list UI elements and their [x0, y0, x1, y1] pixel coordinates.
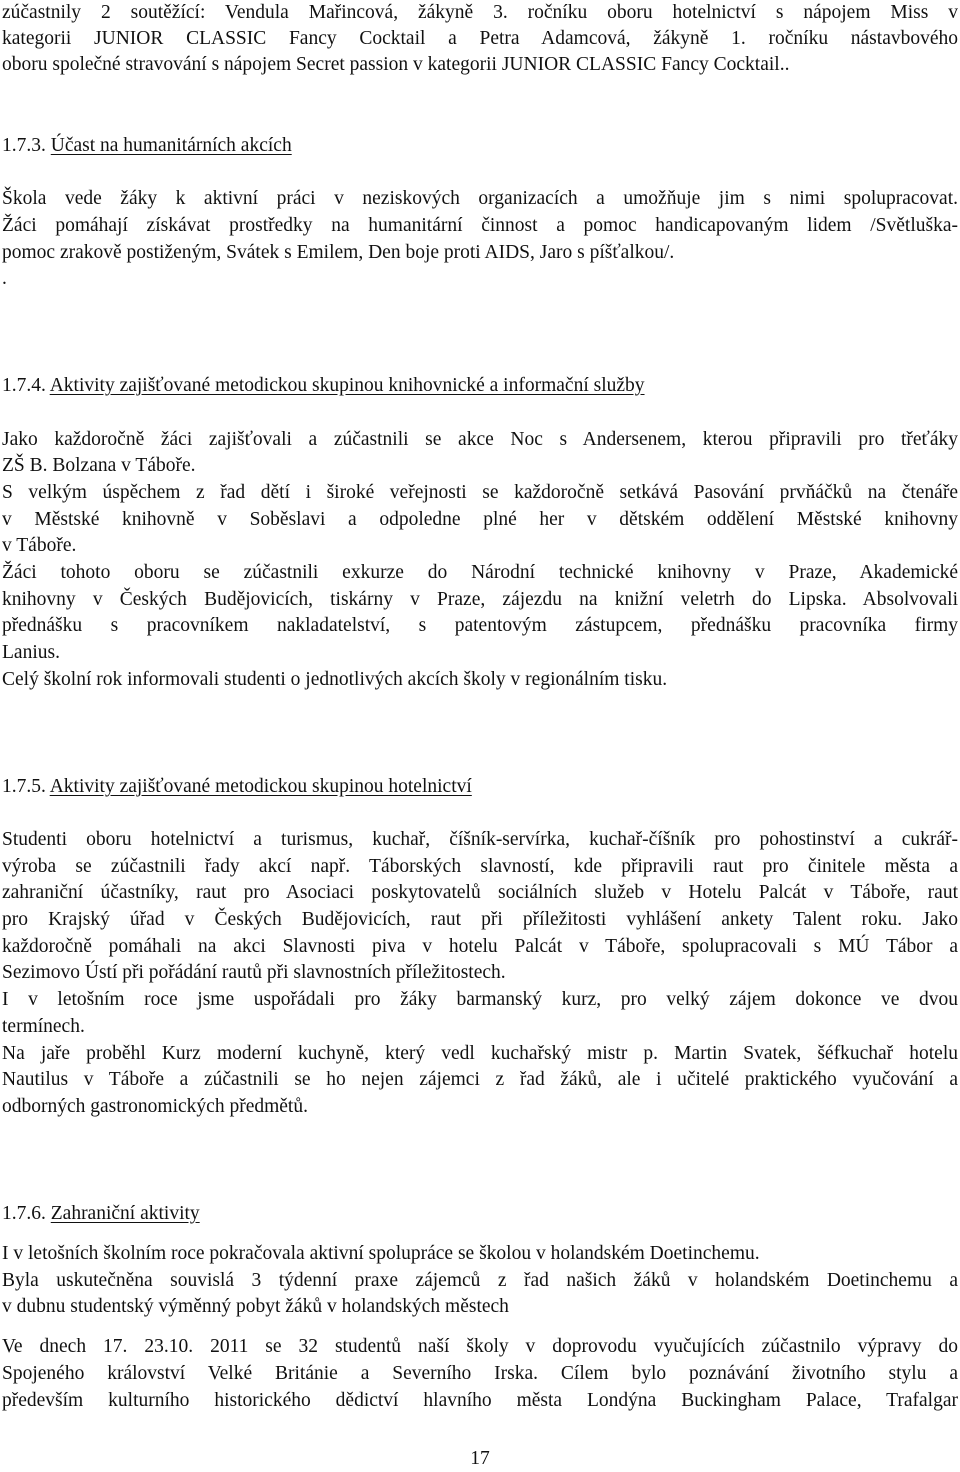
paragraph-line: Celý školní rok informovali studenti o jednotlivých akcích školy v regionálním tisku.	[2, 669, 668, 690]
paragraph-line: Studenti oboru hotelnictví a turismus, kuchař, číšník-servírka, kuchař-číšník pro pohostinství a cukrář-	[2, 829, 958, 850]
intro-line: kategorii JUNIOR CLASSIC Fancy Cocktail a Petra Adamcová, žákyně 1. ročníku nástavbového	[2, 28, 958, 49]
paragraph-line: přednášku s pracovníkem nakladatelství, s patentovým zástupcem, přednášku pracovníka firmy	[2, 615, 958, 636]
paragraph-line: termínech.	[2, 1016, 85, 1037]
paragraph-line: .	[2, 268, 7, 289]
paragraph-line: Lanius.	[2, 642, 60, 663]
section-title: Aktivity zajišťované metodickou skupinou hotelnictví	[49, 776, 472, 797]
paragraph-line: Nautilus v Táboře a zúčastnili se ho nejen zájemci z řad žáků, ale i učitelé praktického vyučování a	[2, 1069, 958, 1090]
paragraph-line: Žáci tohoto oboru se zúčastnili exkurze do Národní technické knihovny v Praze, Akademické	[2, 562, 958, 583]
section-heading-1-7-4	[2, 373, 958, 399]
paragraph-line: Spojeného království Velké Británie a Severního Irska. Cílem bylo poznávání životního stylu a	[2, 1363, 958, 1384]
paragraph-line: Na jaře proběhl Kurz moderní kuchyně, který vedl kuchařský mistr p. Martin Svatek, šéfkuchař hotelu	[2, 1043, 958, 1064]
intro-line: zúčastnily 2 soutěžící: Vendula Mařincová, žákyně 3. ročníku oboru hotelnictví s nápojem Miss v	[2, 2, 958, 23]
paragraph-line: Škola vede žáky k aktivní práci v neziskových organizacích a umožňuje jim s nimi spolupracovat.	[2, 188, 958, 209]
section-number: 1.7.4.	[2, 375, 50, 396]
intro-line: oboru společné stravování s nápojem Secret passion v kategorii JUNIOR CLASSIC Fancy Cocktail..	[2, 54, 790, 75]
paragraph-line: výroba se zúčastnili řady akcí např. Táborských slavností, kde připravili raut pro činitele města a	[2, 856, 958, 877]
paragraph-line: S velkým úspěchem z řad dětí i široké veřejnosti se každoročně setkává Pasování prvňáčků na čtenáře	[2, 482, 958, 503]
paragraph-line: v dubnu studentský výměnný pobyt žáků v holandských městech	[2, 1296, 509, 1317]
paragraph-line: ZŠ B. Bolzana v Táboře.	[2, 455, 196, 476]
section-heading-1-7-6	[2, 1201, 958, 1227]
paragraph-line: knihovny v Českých Budějovicích, tiskárny v Praze, zájezdu na knižní veletrh do Lipska. Absolvovali	[2, 589, 958, 610]
document-page	[2, 0, 958, 1470]
paragraph-line: v Táboře.	[2, 535, 77, 556]
page-number: 17	[470, 1448, 490, 1469]
paragraph-line: Sezimovo Ústí při pořádání rautů při slavnostních příležitostech.	[2, 962, 506, 983]
section-heading-1-7-5	[2, 774, 958, 800]
paragraph-line: I v letošních školním roce pokračovala aktivní spolupráce se školou v holandském Doetinchemu.	[2, 1243, 760, 1264]
section-number: 1.7.6.	[2, 1203, 51, 1224]
paragraph-line: zahraniční účastníky, raut pro Asociaci poskytovatelů sociálních služeb v Hotelu Palcát v Táboře, raut	[2, 882, 958, 903]
paragraph-line: pro Krajský úřad v Českých Budějovicích, raut při příležitosti vyhlášení ankety Talent roku. Jako	[2, 909, 958, 930]
paragraph-line: I v letošním roce jsme uspořádali pro žáky barmanský kurz, pro velký zájem dokonce ve dvou	[2, 989, 958, 1010]
paragraph-line: Ve dnech 17. 23.10. 2011 se 32 studentů naší školy v doprovodu vyučujících zúčastnilo výpravy do	[2, 1336, 958, 1357]
section-title: Aktivity zajišťované metodickou skupinou knihovnické a informační služby	[49, 375, 645, 396]
section-title: Zahraniční aktivity	[50, 1203, 200, 1224]
section-heading-1-7-3	[2, 133, 958, 159]
paragraph-line: především kulturního historického dědictví hlavního města Londýna Buckingham Palace, Trafalgar	[2, 1390, 958, 1411]
section-number: 1.7.3.	[2, 135, 51, 156]
paragraph-line: každoročně pomáhali na akci Slavnosti piva v hotelu Palcát v Táboře, spolupracovali s MÚ Tábor a	[2, 936, 958, 957]
section-number: 1.7.5.	[2, 776, 50, 797]
paragraph-line: v Městské knihovně v Soběslavi a odpoledne plné her v dětském oddělení Městské knihovny	[2, 509, 958, 530]
paragraph-line: Byla uskutečněna souvislá 3 týdenní praxe zájemců z řad našich žáků v holandském Doetinchemu a	[2, 1270, 958, 1291]
paragraph-line: Jako každoročně žáci zajišťovali a zúčastnili se akce Noc s Andersenem, kterou připravili pro třeťáky	[2, 429, 958, 450]
section-title: Účast na humanitárních akcích	[50, 135, 292, 156]
paragraph-line: odborných gastronomických předmětů.	[2, 1096, 308, 1117]
paragraph-line: Žáci pomáhají získávat prostředky na humanitární činnost a pomoc handicapovaným lidem /Světluška-	[2, 215, 958, 236]
paragraph-line: pomoc zrakově postiženým, Svátek s Emilem, Den boje proti AIDS, Jaro s píšťalkou/.	[2, 242, 675, 263]
